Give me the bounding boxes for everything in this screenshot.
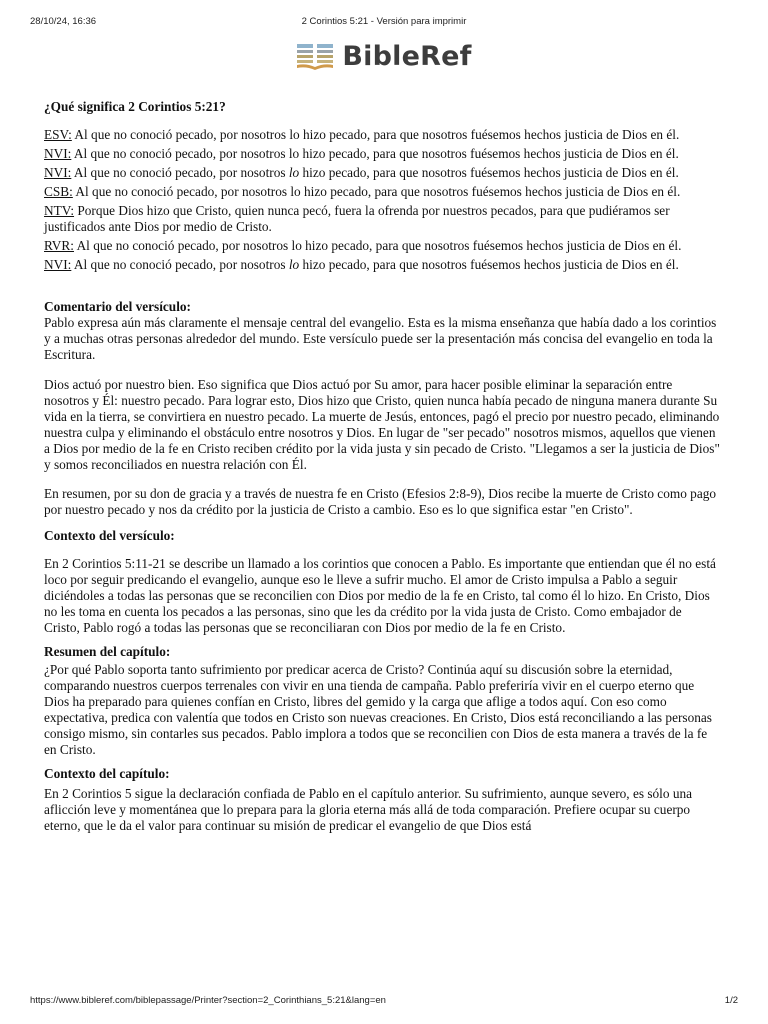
chapter-summary-heading: Resumen del capítulo:	[44, 644, 171, 659]
verse-translation	[44, 127, 720, 143]
chapter-summary-paragraph: ¿Por qué Pablo soporta tanto sufrimiento por predicar acerca de Cristo? Continúa aquí su discusión sobre la eternidad, comparando nuestros cuerpos terrenales con vivir en una tienda de campaña. Pablo preferiría vivir en el cuerpo eterno que Dios ha preparado para quienes confían en Cristo, libres del gemido y la carga que aflige a todos aquí. Con eso como expectativa, predica con valentía que todos en Cristo son nuevas creaciones. En Cristo, Dios está reconciliando a las personas consigo mismo, sin contarles sus pecados. Pablo implora a todos que se reconcilien con Dios de esta manera a través de la fe en Cristo.	[44, 662, 712, 757]
verse-translation	[44, 203, 720, 235]
translation-version-link[interactable]: CSB:	[44, 184, 73, 199]
translation-version-link[interactable]: NVI:	[44, 146, 72, 161]
verse-translation	[44, 238, 720, 254]
print-footer	[0, 995, 768, 1009]
print-header	[0, 16, 768, 30]
verse-text: Al que no conoció pecado, por nosotros lo hizo pecado, para que nosotros fuésemos hechos justicia de Dios en él.	[73, 238, 682, 253]
verse-text: Al que no conoció pecado, por nosotros	[71, 165, 289, 180]
verse-translations	[44, 127, 720, 273]
verse-text-italic: lo	[288, 165, 300, 180]
verse-text: Porque Dios hizo que Cristo, quien nunca pecó, fuera la ofrenda por nuestros pecados, para que pudiéramos ser justificados ante Dios por medio de Cristo.	[44, 203, 670, 234]
translation-version-link[interactable]: NVI:	[44, 165, 72, 180]
open-book-icon	[296, 42, 334, 70]
verse-text-italic: lo	[288, 257, 300, 272]
verse-context-heading: Contexto del versículo:	[44, 528, 175, 543]
page-url: https://www.bibleref.com/biblepassage/Printer?section=2_Corinthians_5:21&lang=en	[30, 995, 386, 1006]
verse-text: Al que no conoció pecado, por nosotros lo hizo pecado, para que nosotros fuésemos hechos justicia de Dios en él.	[72, 184, 681, 199]
translation-version-link[interactable]: RVR:	[44, 238, 74, 253]
commentary-paragraph: Dios actuó por nuestro bien. Eso significa que Dios actuó por Su amor, para hacer posible eliminar la separación entre nosotros y Él: nuestro pecado. Para lograr esto, Dios hizo que Cristo, quien nunca había pecado de ninguna manera durante Su vida en la tierra, se convirtiera en nuestro pecado. La muerte de Jesús, entonces, pagó el precio por nuestro pecado, eliminando nuestra culpa y eliminando el obstáculo entre nosotros y Dios. En lugar de "ser pecado" nosotros mismos, aquellos que vienen a Dios por medio de la fe en Cristo reciben crédito por la vida justa y sin pecado de Cristo. "Llegamos a ser la justicia de Dios" y somos reconciliados en nuestra relación con Él.	[44, 377, 720, 472]
verse-translation	[44, 184, 720, 200]
print-datetime: 28/10/24, 16:36	[30, 16, 97, 27]
bibleref-logo	[0, 39, 768, 73]
verse-text: hizo pecado, para que nosotros fuésemos hechos justicia de Dios en él.	[299, 165, 679, 180]
verse-text: Al que no conoció pecado, por nosotros	[71, 257, 289, 272]
print-page-title: 2 Corintios 5:21 - Versión para imprimir	[301, 16, 467, 27]
translation-version-link[interactable]: ESV:	[44, 127, 72, 142]
chapter-context-paragraph: En 2 Corintios 5 sigue la declaración confiada de Pablo en el capítulo anterior. Su sufrimiento, aunque severo, es sólo una aflicción leve y momentánea que lo prepara para la gloria eterna más allá de toda comparación. Prefiere ocupar su cuerpo eterno, que le da el valor para continuar su misión de predicar el evangelio de que Dios está	[44, 786, 693, 833]
chapter-context-heading: Contexto del capítulo:	[44, 766, 170, 781]
verse-text: Al que no conoció pecado, por nosotros lo hizo pecado, para que nosotros fuésemos hechos justicia de Dios en él.	[71, 127, 680, 142]
verse-translation	[44, 257, 720, 273]
article	[44, 99, 720, 834]
verse-translation	[44, 165, 720, 181]
verse-context-paragraph: En 2 Corintios 5:11-21 se describe un llamado a los corintios que conocen a Pablo. Es importante que entiendan que él no está loco por seguir predicando el evangelio, aunque eso le lleve a sufrir mucho. El amor de Cristo impulsa a Pablo a seguir diciéndoles a todas las personas que se reconcilien con Dios por medio de la fe en Cristo, tal como él lo hizo. En Cristo, Dios no les toma en cuenta los pecados a las personas, sino que les da crédito por la vida justa de Cristo. Como embajador de Cristo, Pablo rogó a todas las personas que se reconciliaran con Dios por medio de la fe en Cristo.	[44, 556, 716, 635]
translation-version-link[interactable]: NVI:	[44, 257, 72, 272]
commentary-heading: Comentario del versículo:	[44, 299, 191, 314]
commentary-paragraph: Pablo expresa aún más claramente el mensaje central del evangelio. Esta es la misma enseñanza que había dado a los corintios y a muchas otras personas alrededor del mundo. Este versículo puede ser la presentación más concisa del evangelio en toda la Escritura.	[44, 315, 717, 362]
logo-text: BibleRef	[342, 40, 472, 72]
verse-text: Al que no conoció pecado, por nosotros lo hizo pecado, para que nosotros fuésemos hechos justicia de Dios en él.	[71, 146, 679, 161]
question-heading: ¿Qué significa 2 Corintios 5:21?	[44, 99, 226, 114]
translation-version-link[interactable]: NTV:	[44, 203, 75, 218]
verse-translation	[44, 146, 720, 162]
verse-text: hizo pecado, para que nosotros fuésemos hechos justicia de Dios en él.	[299, 257, 679, 272]
commentary-paragraph: En resumen, por su don de gracia y a través de nuestra fe en Cristo (Efesios 2:8-9), Dios recibe la muerte de Cristo como pago por nuestro pecado y nos da crédito por la justicia de Cristo a cambio. Eso es lo que significa estar "en Cristo".	[44, 486, 717, 517]
page-number: 1/2	[724, 995, 738, 1006]
